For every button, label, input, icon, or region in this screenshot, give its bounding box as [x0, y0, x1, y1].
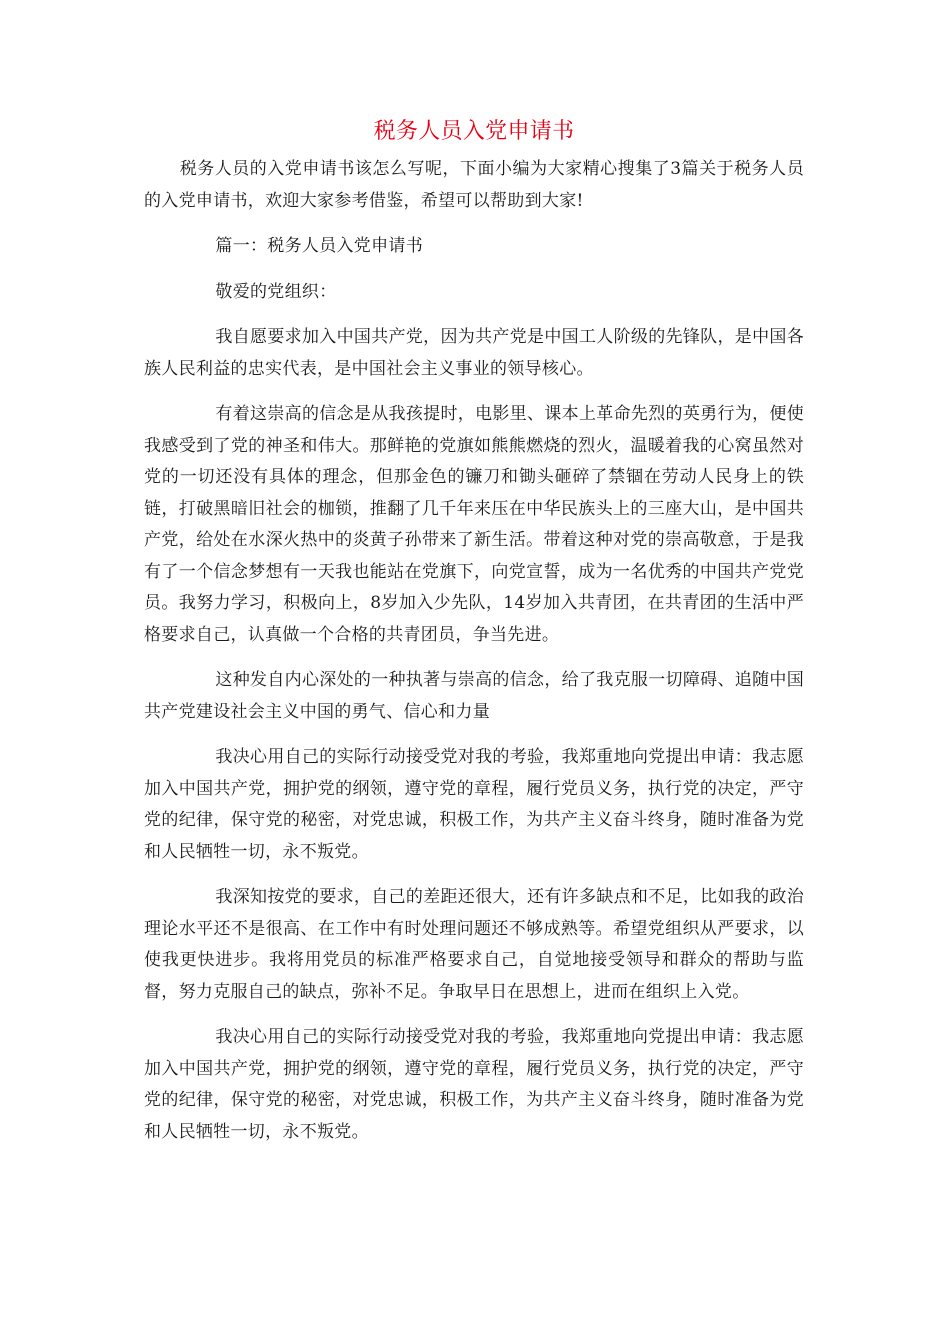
- intro-paragraph: 税务人员的入党申请书该怎么写呢，下面小编为大家精心搜集了3篇关于税务人员的入党申请书，欢迎大家参考借鉴，希望可以帮助到大家!: [144, 159, 804, 211]
- body-paragraph: 这种发自内心深处的一种执著与崇高的信念，给了我克服一切障碍、追随中国共产党建设社会主义中国的勇气、信心和力量: [144, 670, 804, 722]
- salutation: 敬爱的党组织：: [215, 281, 337, 302]
- document-title: 税务人员入党申请书: [373, 119, 575, 144]
- body-paragraph: 我决心用自己的实际行动接受党对我的考验，我郑重地向党提出申请：我志愿加入中国共产党，拥护党的纲领，遵守党的章程，履行党员义务，执行党的决定，严守党的纪律，保守党的秘密，对党忠诚，积极工作，为共产主义奋斗终身，随时准备为党和人民牺牲一切，永不叛党。: [144, 1027, 804, 1142]
- body-paragraph: 我深知按党的要求，自己的差距还很大，还有许多缺点和不足，比如我的政治理论水平还不是很高、在工作中有时处理问题还不够成熟等。希望党组织从严要求，以使我更快进步。我将用党员的标准严格要求自己，自觉地接受领导和群众的帮助与监督，努力克服自己的缺点，弥补不足。争取早日在思想上，进而在组织上入党。: [144, 887, 804, 1002]
- document-body: [144, 112, 804, 1162]
- body-paragraph: 我自愿要求加入中国共产党，因为共产党是中国工人阶级的先锋队，是中国各族人民利益的忠实代表，是中国社会主义事业的领导核心。: [144, 327, 804, 379]
- section-heading: 篇一：税务人员入党申请书: [215, 236, 423, 256]
- body-paragraph: 有着这崇高的信念是从我孩提时，电影里、课本上革命先烈的英勇行为，便使我感受到了党的神圣和伟大。那鲜艳的党旗如熊熊燃烧的烈火，温暖着我的心窝虽然对党的一切还没有具体的理念，但那金色的镰刀和锄头砸碎了禁锢在劳动人民身上的铁链，打破黑暗旧社会的枷锁，推翻了几千年来压在中华民族头上的三座大山，是中国共产党，给处在水深火热中的炎黄子孙带来了新生活。带着这种对党的崇高敬意，于是我有了一个信念梦想有一天我也能站在党旗下，向党宣誓，成为一名优秀的中国共产党党员。我努力学习，积极向上，8岁加入少先队，14岁加入共青团，在共青团的生活中严格要求自己，认真做一个合格的共青团员，争当先进。: [144, 404, 804, 645]
- body-paragraph: 我决心用自己的实际行动接受党对我的考验，我郑重地向党提出申请：我志愿加入中国共产党，拥护党的纲领，遵守党的章程，履行党员义务，执行党的决定，严守党的纪律，保守党的秘密，对党忠诚，积极工作，为共产主义奋斗终身，随时准备为党和人民牺牲一切，永不叛党。: [144, 747, 804, 862]
